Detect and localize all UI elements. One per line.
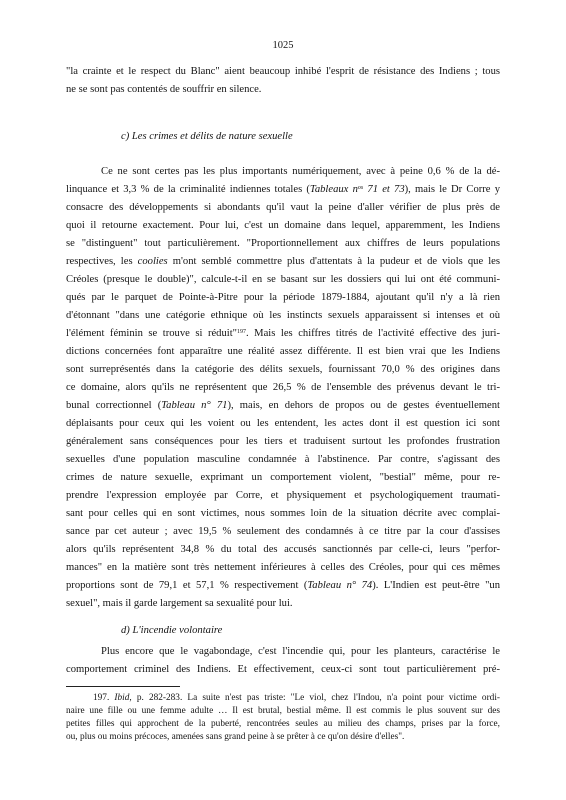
- text-line: Créoles (presque le double)", calcule-t-il en se basant sur les dossiers qui lui ont été communi-: [66, 274, 500, 285]
- text-line: dictions concernées font apparaître une réalité assez différente. Il est bien vrai que les Indiens: [66, 346, 500, 357]
- text-line: déplaisants pour ceux qui les voient ou les entendent, les actes dont il est question ici sont: [66, 418, 500, 429]
- intro-line-2: ne se sont pas contentés de souffrir en silence.: [66, 84, 262, 95]
- text-line: sexuel", mais il garde largement sa sexualité pour lui.: [66, 598, 293, 609]
- footnote-line: petites filles qui approchent de la puberté, rencontrées seules au milieu des champs, prises par la force,: [66, 719, 500, 729]
- page-number: 1025: [272, 40, 294, 51]
- text-line: ce domaine, alors qu'ils ne représentent que 26,5 % de l'ensemble des prévenus devant le tri-: [66, 382, 500, 393]
- text-line: se "distinguent" tout particulièrement. "Proportionnellement aux chiffres de leurs populations: [66, 238, 500, 249]
- text-line: consacre des développements si abondants qu'il vaut la peine d'aller vérifier de plus près de: [66, 202, 500, 213]
- section-heading-d: d) L'incendie volontaire: [121, 625, 223, 636]
- text-line: prendre l'expression employée par Corre, et physiquement et psychologiquement traumati-: [66, 490, 500, 501]
- text-line: respectives, les coolies m'ont semblé commettre plus d'attentats à la pudeur et de viols que les: [66, 256, 500, 267]
- text-line: comportement criminel des Indiens. Et effectivement, ceux-ci sont tout particulièrement pré-: [66, 664, 500, 675]
- text-line: qués par le parquet de Pointe-à-Pitre pour la période 1879-1884, ajoutant qu'il n'y a là rien: [66, 292, 500, 303]
- text-line: généralement sans conséquences pour les tiers et traduisent surtout les profondes frustration: [66, 436, 500, 447]
- text-line: l'élément féminin se trouve si réduit"$^{197}$. Mais les chiffres titrés de l'activité effective des juri-: [66, 328, 500, 339]
- text-line: mances" en la matière sont très nettement inférieures à celles des Créoles, pour qui ces mêmes: [66, 562, 500, 573]
- text-line: quoi il retourne exactement. Pour lui, c'est un domaine dans lequel, apparemment, les Indiens: [66, 220, 500, 231]
- text-line: Ce ne sont certes pas les plus importants numériquement, avec à peine 0,6 % de la dé-: [101, 166, 500, 177]
- footnote-line: ou, plus ou moins précoces, amenées sans grand peine à se prêter à ce qu'on désire d'elles".: [66, 732, 405, 742]
- intro-line-1: "la crainte et le respect du Blanc" aient beaucoup inhibé l'esprit de résistance des Indiens ; tous: [66, 66, 500, 77]
- text-line: sant pour celles qui en sont victimes, nous sommes loin de la situation décrite avec complai-: [66, 508, 500, 519]
- text-line: Plus encore que le vagabondage, c'est l'incendie qui, pour les planteurs, caractérise le: [101, 646, 500, 657]
- section-heading-c: c) Les crimes et délits de nature sexuelle: [121, 131, 293, 142]
- footnote-line: 197. Ibid, p. 282-283. La suite n'est pas triste: "Le viol, chez l'Indou, n'a point pour victime ordi-: [93, 693, 500, 703]
- text-line: sance par cet auteur ; avec 19,5 % seulement des condamnés à ce titre par la cour d'assises: [66, 526, 500, 537]
- text-line: sexuelles d'une population masculine condamnée à l'abstinence. Par contre, s'agissant des: [66, 454, 500, 465]
- footnote-ref-197: 197: [237, 329, 246, 335]
- footnote-separator: [66, 686, 180, 687]
- text-line: crimes de nature sexuelle, exprimant un comportement violent, "bestial" même, pour re-: [66, 472, 500, 483]
- text-line: d'étonnant "dans une catégorie ethnique où les instincts sexuels apparaissent si intenses et où: [66, 310, 500, 321]
- text-line: proportions sont de 79,1 et 57,1 % respectivement (Tableau n° 74). L'Indien est peut-être "un: [66, 580, 500, 591]
- text-line: linquance et 3,3 % de la criminalité indiennes totales (Tableaux $n^{os}$ 71 et 73), mais le Dr Corre y: [66, 184, 501, 195]
- footnote-line: naire une fille ou une femme adulte … Il est brutal, bestial même. Il est commis le plus souvent sur des: [66, 706, 500, 716]
- text-line: sont surreprésentés dans la catégorie des délits sexuels, fournissant 70,0 % des origines dans: [66, 364, 500, 375]
- text-line: bunal correctionnel (Tableau n° 71), mais, en dehors de propos ou de gestes éventuellement: [66, 400, 500, 411]
- text-line: alors qu'ils représentent 34,8 % du total des accusés sanctionnés par celle-ci, leurs "perfor-: [66, 544, 500, 555]
